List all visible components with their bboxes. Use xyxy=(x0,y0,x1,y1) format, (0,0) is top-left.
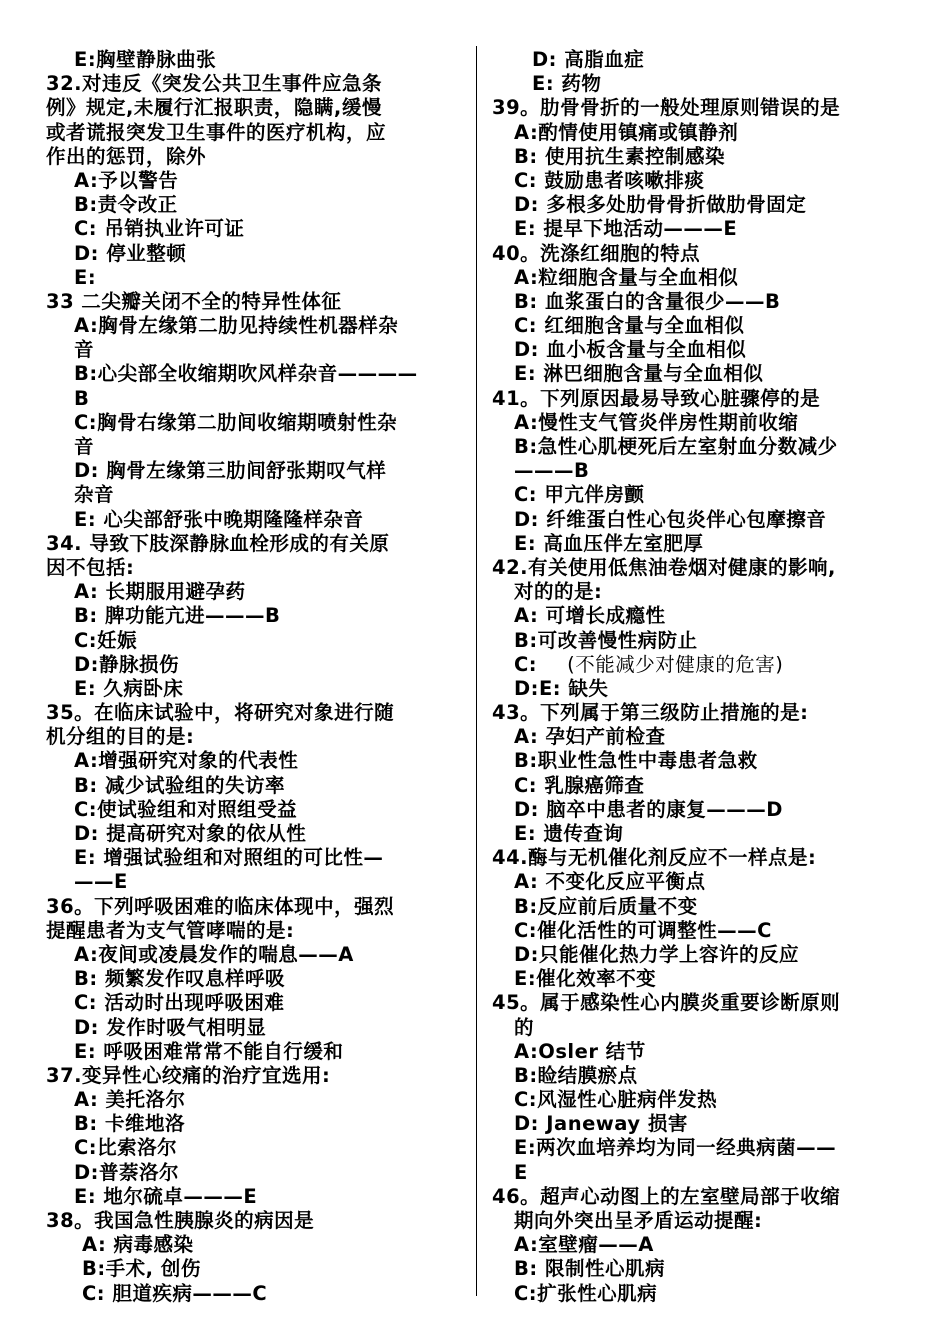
text-line xyxy=(492,217,912,241)
text-line xyxy=(492,435,912,459)
line-text: 杂音 xyxy=(74,483,115,507)
line-text: 或者谎报突发卫生事件的医疗机构，应 xyxy=(46,120,387,144)
line-text: E: 增强试验组和对照组的可比性— xyxy=(74,846,384,870)
text-line xyxy=(46,1233,464,1257)
text-line xyxy=(492,48,912,72)
line-text: B: 减少试验组的失访率 xyxy=(74,773,285,797)
text-line xyxy=(492,96,912,120)
line-text: E: 药物 xyxy=(532,72,602,96)
line-text: ——E xyxy=(74,870,128,894)
text-line xyxy=(46,338,464,362)
text-line xyxy=(492,532,912,556)
text-line xyxy=(46,1257,464,1281)
line-text: A: 美托洛尔 xyxy=(74,1088,186,1112)
text-line xyxy=(46,1112,464,1136)
text-line xyxy=(46,822,464,846)
text-line xyxy=(492,629,912,653)
left-column xyxy=(46,48,464,1306)
text-line xyxy=(46,1088,464,1112)
line-text: B: 血浆蛋白的含量很少——B xyxy=(514,289,781,313)
line-text: B: 限制性心肌病 xyxy=(514,1257,665,1281)
line-text: E: 呼吸困难常常不能自行缓和 xyxy=(74,1039,344,1063)
text-line xyxy=(46,72,464,96)
text-line xyxy=(492,1209,912,1233)
line-text: E: xyxy=(74,265,97,289)
text-line xyxy=(492,895,912,919)
line-text: D:普萘洛尔 xyxy=(74,1160,179,1184)
line-text: B:责令改正 xyxy=(74,193,178,217)
text-line xyxy=(46,653,464,677)
text-line xyxy=(492,411,912,435)
text-line xyxy=(492,991,912,1015)
text-line xyxy=(492,459,912,483)
line-text: A:酌情使用镇痛或镇静剂 xyxy=(514,120,739,144)
text-line xyxy=(46,1136,464,1160)
line-text: B:心尖部全收缩期吹风样杂音———— xyxy=(74,362,418,386)
line-text: 38。我国急性胰腺炎的病因是 xyxy=(46,1209,315,1232)
text-line xyxy=(492,121,912,145)
text-line xyxy=(46,411,464,435)
text-line xyxy=(492,508,912,532)
line-text: B: 脾功能亢进———B xyxy=(74,604,281,628)
line-text: A:予以警告 xyxy=(74,168,179,192)
text-line xyxy=(46,1185,464,1209)
line-note: (不能减少对健康的危害) xyxy=(567,652,784,676)
line-text: 机分组的目的是: xyxy=(46,725,195,749)
text-line xyxy=(46,1282,464,1306)
line-text: D:只能催化热力学上容许的反应 xyxy=(514,942,799,966)
line-text: D:静脉损伤 xyxy=(74,652,179,676)
text-line xyxy=(492,653,912,677)
text-line xyxy=(46,314,464,338)
line-text: D: 纤维蛋白性心包炎伴心包摩擦音 xyxy=(514,507,827,531)
line-text: B:反应前后质量不变 xyxy=(514,894,698,918)
line-text: 39。肋骨骨折的一般处理原则错误的是 xyxy=(492,96,841,120)
text-line xyxy=(492,677,912,701)
line-text: 32.对违反《突发公共卫生事件应急条 xyxy=(46,72,383,96)
line-text: A: 病毒感染 xyxy=(82,1233,194,1257)
text-line xyxy=(46,943,464,967)
text-line xyxy=(492,846,912,870)
line-text: B: 频繁发作叹息样呼吸 xyxy=(74,967,285,991)
text-line xyxy=(492,798,912,822)
text-line xyxy=(46,870,464,894)
line-text: 46。超声心动图上的左室壁局部于收缩 xyxy=(492,1184,841,1208)
text-line xyxy=(492,1233,912,1257)
line-text: C: 乳腺癌筛查 xyxy=(514,773,645,797)
line-text: 音 xyxy=(74,435,95,458)
line-text: A:胸骨左缘第二肋见持续性机器样杂 xyxy=(74,314,399,338)
text-line xyxy=(46,459,464,483)
line-text: 37.变异性心绞痛的治疗宜选用: xyxy=(46,1063,331,1087)
line-text: A: 可增长成瘾性 xyxy=(514,604,666,628)
line-text: 36。下列呼吸困难的临床体现中，强烈 xyxy=(46,894,395,918)
line-text: C:使试验组和对照组受益 xyxy=(74,797,298,821)
text-line xyxy=(46,749,464,773)
line-text: D: 停业整顿 xyxy=(74,241,187,265)
text-line xyxy=(492,290,912,314)
line-text: E xyxy=(514,1160,528,1184)
line-text: A:慢性支气管炎伴房性期前收缩 xyxy=(514,410,799,434)
text-line xyxy=(46,242,464,266)
line-text: E: 遗传查询 xyxy=(514,822,624,845)
text-line xyxy=(492,1161,912,1185)
line-text: A:Osler 结节 xyxy=(514,1039,646,1063)
text-line xyxy=(46,967,464,991)
line-text: C:胸骨右缘第二肋间收缩期喷射性杂 xyxy=(74,410,398,434)
line-text: 音 xyxy=(74,338,95,362)
line-text: 因不包括: xyxy=(46,555,135,579)
text-line xyxy=(492,604,912,628)
text-line xyxy=(46,1016,464,1040)
text-line xyxy=(46,145,464,169)
text-line xyxy=(492,145,912,169)
text-line xyxy=(46,846,464,870)
text-line xyxy=(492,362,912,386)
text-line xyxy=(492,1064,912,1088)
text-line xyxy=(492,1257,912,1281)
text-line xyxy=(492,242,912,266)
line-text: 对的的是: xyxy=(514,580,603,604)
line-text: 42.有关使用低焦油卷烟对健康的影响, xyxy=(492,555,836,579)
line-text: D: Janeway 损害 xyxy=(514,1112,688,1136)
line-text: E: 心尖部舒张中晚期隆隆样杂音 xyxy=(74,507,364,531)
line-text: B:急性心肌梗死后左室射血分数减少 xyxy=(514,435,838,458)
line-text: C: 红细胞含量与全血相似 xyxy=(514,314,745,338)
line-text: ———B xyxy=(514,459,590,483)
text-line xyxy=(46,604,464,628)
text-line xyxy=(492,483,912,507)
line-text: C:扩张性心肌病 xyxy=(514,1281,658,1305)
text-line xyxy=(46,435,464,459)
text-line xyxy=(492,822,912,846)
line-text: C:妊娠 xyxy=(74,628,138,652)
text-line xyxy=(46,991,464,1015)
text-line xyxy=(46,217,464,241)
text-line xyxy=(46,508,464,532)
line-text: 作出的惩罚，除外 xyxy=(46,144,207,168)
line-text: B:职业性急性中毒患者急救 xyxy=(514,749,758,773)
text-line xyxy=(492,967,912,991)
text-line xyxy=(46,169,464,193)
line-text: E: 高血压伴左室肥厚 xyxy=(514,531,704,555)
line-text: B:睑结膜瘀点 xyxy=(514,1063,638,1087)
line-text: C: 鼓励患者咳嗽排痰 xyxy=(514,168,705,192)
line-text: C: 活动时出现呼吸困难 xyxy=(74,991,285,1015)
text-line xyxy=(492,1112,912,1136)
text-line xyxy=(46,798,464,822)
line-text: B:可改善慢性病防止 xyxy=(514,628,698,652)
text-line xyxy=(46,1209,464,1233)
text-line xyxy=(46,290,464,314)
text-line xyxy=(492,919,912,943)
text-line xyxy=(492,580,912,604)
text-line xyxy=(46,1040,464,1064)
text-line xyxy=(492,72,912,96)
text-line xyxy=(46,725,464,749)
line-text: 提醒患者为支气管哮喘的是: xyxy=(46,918,295,942)
text-line xyxy=(46,387,464,411)
text-line xyxy=(46,532,464,556)
text-line xyxy=(46,677,464,701)
text-line xyxy=(492,1185,912,1209)
line-text: D: 胸骨左缘第三肋间舒张期叹气样 xyxy=(74,459,387,483)
text-line xyxy=(46,1064,464,1088)
line-text: E: 久病卧床 xyxy=(74,676,184,700)
line-text: D: 提高研究对象的依从性 xyxy=(74,822,307,845)
line-text: E: 地尔硫卓———E xyxy=(74,1184,258,1208)
text-line xyxy=(46,266,464,290)
line-text: D: 发作时吸气相明显 xyxy=(74,1015,267,1039)
text-line xyxy=(46,774,464,798)
line-text: D: 脑卒中患者的康复———D xyxy=(514,797,783,821)
line-text: D: 多根多处肋骨骨折做肋骨固定 xyxy=(514,193,807,217)
line-text: 的 xyxy=(514,1015,535,1039)
text-line xyxy=(492,1016,912,1040)
text-line xyxy=(492,338,912,362)
text-line xyxy=(492,943,912,967)
line-text: E:两次血培养均为同一经典病菌—— xyxy=(514,1136,837,1160)
column-divider xyxy=(476,46,477,1296)
text-line xyxy=(46,580,464,604)
line-text: 例》规定,未履行汇报职责，隐瞒,缓慢 xyxy=(46,96,382,120)
text-line xyxy=(46,919,464,943)
line-text: A:室壁瘤——A xyxy=(514,1233,654,1257)
line-text: 35。在临床试验中，将研究对象进行随 xyxy=(46,701,395,725)
line-text: E:催化效率不变 xyxy=(514,967,657,991)
line-text: A: 长期服用避孕药 xyxy=(74,580,246,604)
line-text: A:夜间或凌晨发作的喘息——A xyxy=(74,942,354,966)
line-text: E: 提早下地活动———E xyxy=(514,217,738,241)
line-text: E:胸壁静脉曲张 xyxy=(74,48,217,71)
text-line xyxy=(46,895,464,919)
text-line xyxy=(492,749,912,773)
text-line xyxy=(492,1282,912,1306)
line-text: E: 淋巴细胞含量与全血相似 xyxy=(514,362,764,386)
right-column xyxy=(492,48,912,1306)
text-line xyxy=(492,725,912,749)
line-text: 33 二尖瓣关闭不全的特异性体征 xyxy=(46,289,342,313)
text-line xyxy=(492,1136,912,1160)
text-line xyxy=(46,193,464,217)
line-text: C: xyxy=(514,652,538,676)
text-line xyxy=(46,121,464,145)
line-text: D:E: 缺失 xyxy=(514,676,609,700)
text-line xyxy=(492,169,912,193)
line-text: A: 不变化反应平衡点 xyxy=(514,870,706,894)
line-text: 34. 导致下肢深静脉血栓形成的有关原 xyxy=(46,531,390,555)
line-text: 41。下列原因最易导致心脏骤停的是 xyxy=(492,386,821,410)
line-text: B:手术, 创伤 xyxy=(82,1257,201,1281)
line-text: 45。属于感染性心内膜炎重要诊断原则 xyxy=(492,991,841,1015)
line-text: D: 血小板含量与全血相似 xyxy=(514,338,747,362)
text-line xyxy=(492,266,912,290)
line-text: 43。下列属于第三级防止措施的是: xyxy=(492,701,809,725)
line-text: A:粒细胞含量与全血相似 xyxy=(514,265,739,289)
text-line xyxy=(492,556,912,580)
text-line xyxy=(492,1088,912,1112)
text-line xyxy=(46,701,464,725)
line-text: C: 吊销执业许可证 xyxy=(74,217,245,241)
text-line xyxy=(492,701,912,725)
text-line xyxy=(46,48,464,72)
line-text: C: 甲亢伴房颤 xyxy=(514,483,645,507)
text-line xyxy=(46,96,464,120)
line-text: C:比索洛尔 xyxy=(74,1136,178,1160)
text-line xyxy=(46,483,464,507)
line-text: 期向外突出呈矛盾运动提醒: xyxy=(514,1209,763,1232)
text-line xyxy=(492,1040,912,1064)
line-text: A:增强研究对象的代表性 xyxy=(74,749,299,773)
line-text: 40。洗涤红细胞的特点 xyxy=(492,241,701,265)
text-line xyxy=(46,556,464,580)
text-line xyxy=(492,193,912,217)
text-line xyxy=(46,362,464,386)
text-line xyxy=(492,870,912,894)
line-text: B: 使用抗生素控制感染 xyxy=(514,144,725,168)
line-text: C:风湿性心脏病伴发热 xyxy=(514,1088,718,1112)
line-text: D: 高脂血症 xyxy=(532,48,645,71)
line-text: C:催化活性的可调整性——C xyxy=(514,918,772,942)
line-text: A: 孕妇产前检查 xyxy=(514,725,666,749)
text-line xyxy=(492,387,912,411)
line-text: C: 胆道疾病———C xyxy=(82,1281,268,1305)
line-text: 44.酶与无机催化剂反应不一样点是: xyxy=(492,846,817,870)
text-line xyxy=(46,1161,464,1185)
text-line xyxy=(492,314,912,338)
line-text: B: 卡维地洛 xyxy=(74,1112,185,1136)
text-line xyxy=(492,774,912,798)
text-line xyxy=(46,629,464,653)
line-text: B xyxy=(74,386,90,410)
